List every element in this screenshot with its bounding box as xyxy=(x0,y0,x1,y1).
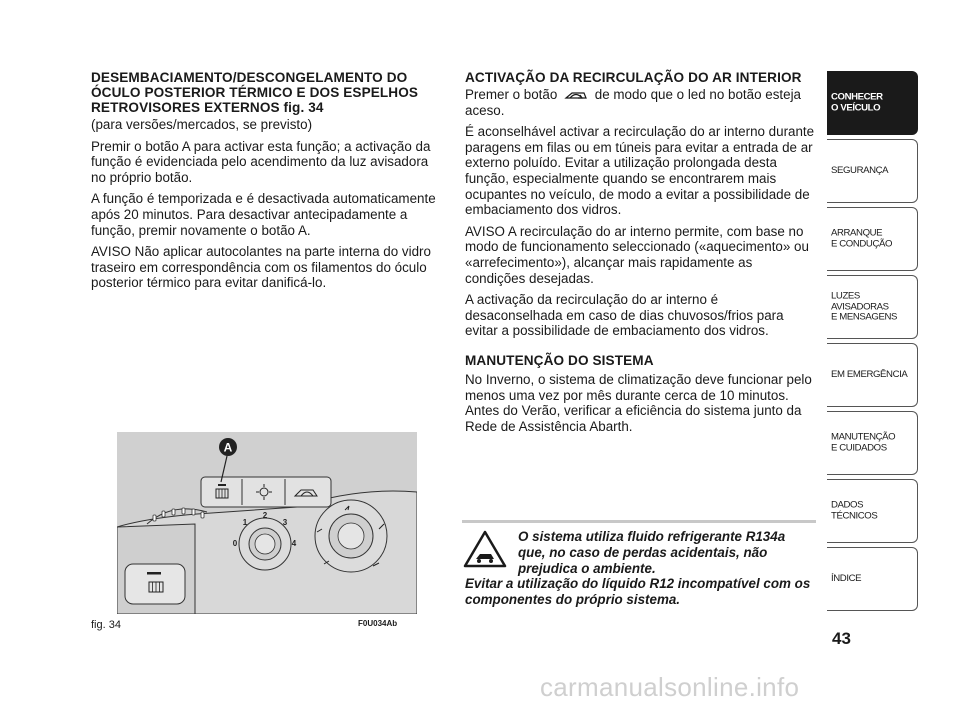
paragraph: AVISO A recirculação do ar interno permite, com base no modo de funcionamento seleccionado («aquecimento» ou «arrefecimento»), alcançar mais rapidamente as condições desejadas. xyxy=(465,223,809,286)
fan-speed-label: 2 xyxy=(262,511,268,520)
climate-control-illustration xyxy=(117,432,417,614)
paragraph: É aconselhável activar a recirculação do ar interno durante paragens em filas ou em túneis para evitar a entrada de ar externo poluído. Evitar a utilização prolongada desta função, especialmente quando se encontrarem mais ocupantes no veículo, de modo a evitar a possibilidade de embaciamento dos vidros. xyxy=(465,124,815,218)
warning-text xyxy=(465,529,815,608)
figure-caption: fig. 34 xyxy=(91,619,121,631)
fan-speed-label: 3 xyxy=(282,518,288,527)
callout-a: A xyxy=(223,440,233,455)
paragraph: A função é temporizada e é desactivada automaticamente após 20 minutos. Para desactivar antecipadamente a função, premir novamente o botão A. xyxy=(91,191,436,238)
chapter-tab-label: EM EMERGÊNCIA xyxy=(831,368,908,380)
chapter-tab-label: ARRANQUE E CONDUÇÃO xyxy=(831,227,893,249)
recirculation-icon xyxy=(564,89,588,101)
figure-code: F0U034Ab xyxy=(358,619,398,628)
chapter-tab[interactable] xyxy=(827,207,918,271)
chapter-tab-label: ÍNDICE xyxy=(831,572,862,584)
chapter-tab[interactable] xyxy=(827,275,918,339)
chapter-tab[interactable] xyxy=(827,411,918,475)
chapter-tab[interactable] xyxy=(827,71,918,135)
section-heading-maintenance: MANUTENÇÃO DO SISTEMA xyxy=(465,352,654,368)
chapter-sidebar xyxy=(827,71,918,615)
chapter-tab-label: MANUTENÇÃO E CUIDADOS xyxy=(831,431,896,453)
chapter-tab[interactable] xyxy=(827,343,918,407)
paragraph-text: de modo que o led no botão esteja aceso. xyxy=(465,87,801,118)
paragraph xyxy=(465,87,815,118)
paragraph: AVISO Não aplicar autocolantes na parte interna do vidro traseiro em correspondência com os filamentos do óculo posterior térmico para evitar danificá-lo. xyxy=(91,244,431,291)
paragraph-text: Premer o botão xyxy=(465,87,558,102)
chapter-tab[interactable] xyxy=(827,139,918,203)
chapter-tab[interactable] xyxy=(827,547,918,611)
chapter-tab-label: SEGURANÇA xyxy=(831,164,889,176)
fan-speed-label: 4 xyxy=(291,539,297,548)
version-note: (para versões/mercados, se previsto) xyxy=(91,117,313,132)
right-column xyxy=(465,70,815,440)
chapter-tab-label: CONHECER O VEÍCULO xyxy=(831,91,883,113)
paragraph: A activação da recirculação do ar interno é desaconselhada em caso de dias chuvosos/frios para evitar a possibilidade de embaciamento dos vidros. xyxy=(465,292,784,339)
section-heading-defrost: DESEMBACIAMENTO/DESCONGELAMENTO DO ÓCULO POSTERIOR TÉRMICO E DOS ESPELHOS RETROVISORES EXTERNOS fig. 34 xyxy=(91,70,419,115)
warning-divider xyxy=(462,520,816,523)
climate-control-figure xyxy=(117,432,417,614)
paragraph: Premir o botão A para activar esta função; a activação da função é evidenciada pelo acendimento da luz avisadora no próprio botão. xyxy=(91,138,431,185)
chapter-tab-label: DADOS TÉCNICOS xyxy=(831,499,878,521)
section-heading-recirculation: ACTIVAÇÃO DA RECIRCULAÇÃO DO AR INTERIOR xyxy=(465,70,802,85)
watermark: carmanualsonline.info xyxy=(540,672,800,702)
page-number: 43 xyxy=(832,629,851,648)
paragraph: No Inverno, o sistema de climatização deve funcionar pelo menos uma vez por mês durante cerca de 10 minutos. Antes do Verão, verificar a eficiência do sistema junto da Rede de Assistência Abarth. xyxy=(465,371,812,434)
warning-text-first: O sistema utiliza fluido refrigerante R134a que, no caso de perdas acidentais, não prejudica o ambiente. xyxy=(518,529,786,576)
fan-speed-label: 1 xyxy=(242,518,248,527)
warning-text-rest: Evitar a utilização do líquido R12 incompatível com os componentes do próprio sistema. xyxy=(465,576,811,608)
chapter-tab[interactable] xyxy=(827,479,918,543)
left-column xyxy=(91,70,441,297)
chapter-tab-label: LUZES AVISADORAS E MENSAGENS xyxy=(831,290,897,323)
fan-speed-label: 0 xyxy=(232,539,238,548)
